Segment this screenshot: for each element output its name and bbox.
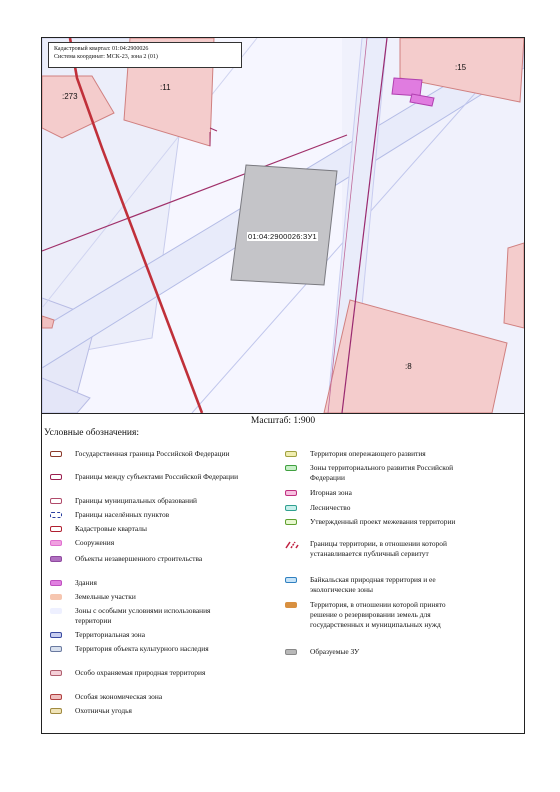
legend-label: Кадастровые кварталы: [75, 524, 147, 533]
legend-label: Игорная зона: [310, 488, 352, 497]
legend-swatch: [50, 556, 62, 562]
map-scale: Масштаб: 1:900: [250, 416, 316, 426]
legend-swatch: [50, 451, 62, 457]
legend-label: Границы населённых пунктов: [75, 510, 170, 519]
legend-title: Условные обозначения:: [44, 428, 140, 438]
legend-swatch: [285, 505, 297, 511]
legend-label: Границы муниципальных образований: [75, 496, 198, 505]
legend-label: Территориальная зона: [75, 630, 146, 639]
legend-label: Границы территории, в отношении которой устанавливается публичный сервитут: [310, 539, 447, 558]
map-info-box: [48, 42, 242, 68]
legend-swatch: [285, 451, 297, 457]
legend-label: Территория, в отношении которой принято решение о резервировании земель для государственных и муниципальных нужд: [310, 600, 446, 629]
legend-swatch: [285, 490, 297, 496]
legend-label: Особо охраняемая природная территория: [75, 668, 206, 677]
legend-swatch: [285, 577, 297, 583]
legend-swatch: [50, 694, 62, 700]
legend-swatch: [285, 465, 297, 471]
legend-swatch: [50, 670, 62, 676]
legend-swatch: [50, 498, 62, 504]
legend-label: Зоны с особыми условиями использования территории: [75, 606, 211, 625]
legend-label: Земельные участки: [75, 592, 136, 601]
legend-label: Государственная граница Российской Федерации: [75, 449, 230, 458]
plot-label-11: :11: [160, 83, 171, 92]
parcel-label: 01:04:2900026:ЗУ1: [248, 232, 317, 241]
legend-swatch: [50, 512, 62, 518]
legend-label: Объекты незавершенного строительства: [75, 554, 203, 563]
cadastral-map[interactable]: [42, 38, 524, 414]
legend-swatch: [50, 526, 62, 532]
legend-swatch: [285, 519, 297, 525]
legend-swatch: [50, 540, 62, 546]
legend-swatch: [285, 649, 297, 655]
cadastral-quarter-text: Кадастровый квартал: 01:04:2900026: [54, 46, 149, 52]
legend-label: Лесничество: [310, 503, 351, 512]
map-sheet: [41, 37, 525, 734]
legend-swatch: [50, 708, 62, 714]
legend-label: Сооружения: [75, 538, 115, 547]
formed-parcel[interactable]: [231, 165, 337, 285]
legend-swatch: [50, 580, 62, 586]
legend-label: Байкальская природная территория и ее экологические зоны: [310, 575, 436, 594]
legend-label: Территория опережающего развития: [310, 449, 426, 458]
legend-swatch: [50, 594, 62, 600]
legend-swatch: [50, 474, 62, 480]
legend-label: Границы между субъектами Российской Федерации: [75, 472, 239, 481]
legend-label: Особая экономическая зона: [75, 692, 163, 701]
building[interactable]: [392, 78, 422, 96]
legend-label: Здания: [75, 578, 97, 587]
legend-swatch: [50, 646, 62, 652]
legend-swatch: [50, 608, 62, 614]
plot-label-15: :15: [455, 63, 467, 72]
coordinate-system-text: Система координат: МСК-23, зона 2 (01): [54, 54, 158, 60]
legend-swatch: [50, 632, 62, 638]
servitude-hatch-icon: [285, 541, 297, 547]
plot-label-8: :8: [405, 362, 412, 371]
legend-label: Территория объекта культурного наследия: [75, 644, 209, 653]
plot-label-273: :273: [62, 92, 78, 101]
legend-label: Охотничьи угодья: [75, 706, 132, 715]
legend-label: Зоны территориального развития Российской Федерации: [310, 463, 454, 482]
map-canvas: [42, 38, 524, 413]
legend-label: Образуемые ЗУ: [310, 647, 360, 656]
legend-label: Утвержденный проект межевания территории: [310, 517, 456, 526]
legend-swatch: [285, 602, 297, 608]
